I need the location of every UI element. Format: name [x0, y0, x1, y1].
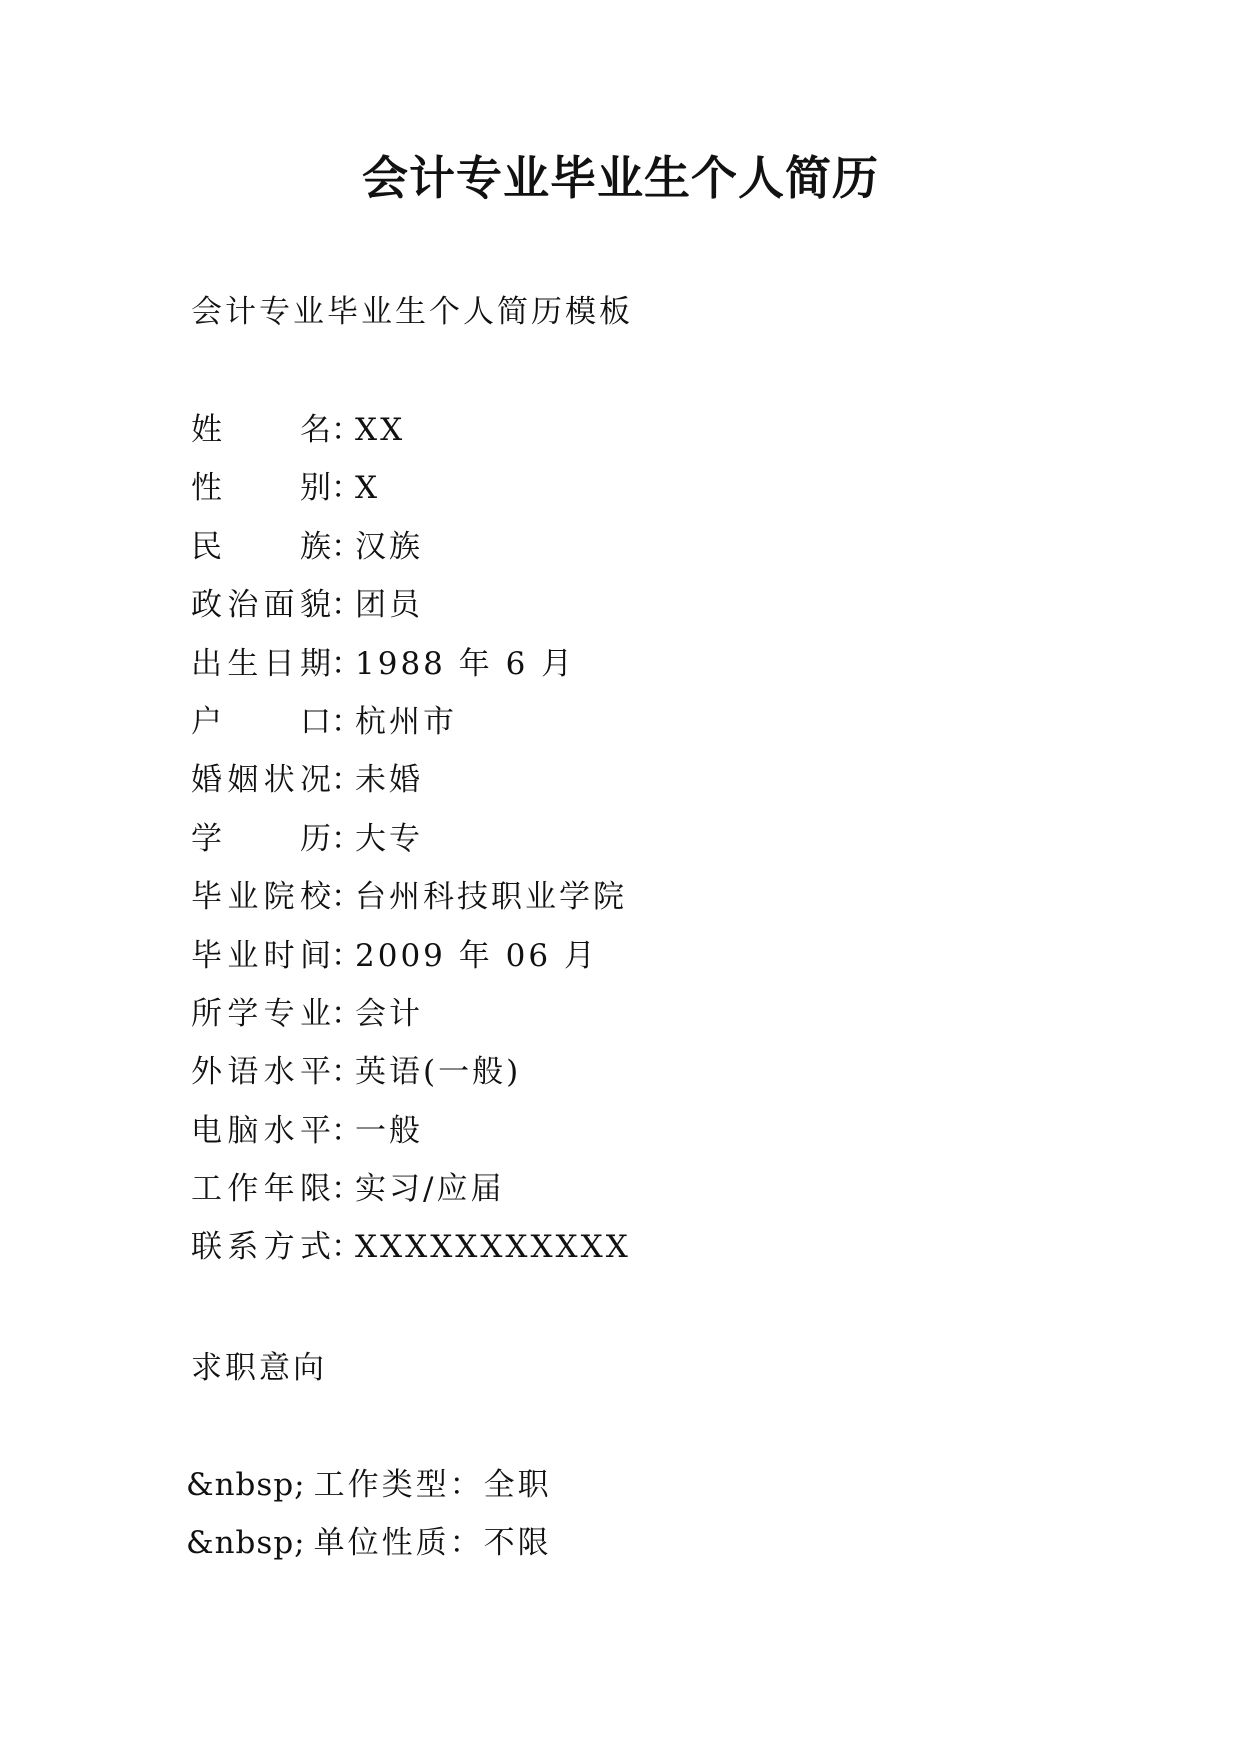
info-row-graduation-date — [191, 936, 631, 994]
info-row-major — [191, 994, 631, 1052]
personal-info-list — [191, 410, 631, 1286]
info-label: 所学专业 — [191, 995, 331, 1032]
info-colon: ： — [331, 1229, 362, 1266]
info-row-gender — [191, 468, 631, 526]
info-label: 联系方式 — [191, 1229, 331, 1266]
info-label: 民族 — [191, 528, 331, 565]
info-row-work-years — [191, 1169, 631, 1227]
info-colon: ： — [331, 1112, 362, 1149]
info-label: 政治面貌 — [191, 587, 331, 624]
job-intent-item — [186, 1523, 552, 1581]
info-label: 姓名 — [191, 412, 331, 448]
info-colon: ： — [331, 528, 362, 565]
info-label: 学历 — [191, 820, 331, 857]
info-row-language-level — [191, 1052, 631, 1110]
info-row-birth-date — [191, 644, 631, 702]
info-value: XX — [355, 412, 406, 448]
info-value: 2009 年 06 月 — [355, 937, 598, 974]
info-value: 台州科技职业学院 — [355, 879, 627, 916]
info-value: 大专 — [355, 820, 423, 857]
info-row-education — [191, 819, 631, 877]
info-colon: ： — [331, 645, 362, 682]
info-value: 未婚 — [355, 762, 423, 799]
info-row-ethnicity — [191, 527, 631, 585]
info-label: 电脑水平 — [191, 1112, 331, 1149]
info-value: X — [355, 470, 381, 507]
info-colon: ： — [331, 820, 362, 857]
info-row-contact — [191, 1227, 631, 1285]
job-intent-heading: 求职意向 — [191, 1350, 327, 1386]
info-value: XXXXXXXXXXX — [355, 1229, 631, 1266]
info-row-political-status — [191, 585, 631, 643]
job-intent-list — [186, 1465, 552, 1582]
info-colon: ： — [331, 703, 362, 740]
info-value: 英语(一般) — [355, 1054, 522, 1091]
info-label: 毕业时间 — [191, 937, 331, 974]
info-label: 工作年限 — [191, 1171, 331, 1208]
info-colon: ： — [331, 1054, 362, 1091]
info-row-hukou — [191, 702, 631, 760]
info-value: 汉族 — [355, 528, 423, 565]
info-colon: ： — [331, 879, 362, 916]
nbsp-literal: &nbsp; — [186, 1467, 306, 1503]
info-label: 外语水平 — [191, 1054, 331, 1091]
template-subtitle: 会计专业毕业生个人简历模板 — [191, 294, 633, 330]
info-colon: ： — [331, 412, 362, 448]
info-colon: ： — [331, 762, 362, 799]
info-label: 户口 — [191, 703, 331, 740]
info-label: 婚姻状况 — [191, 762, 331, 799]
info-value: 1988 年 6 月 — [355, 645, 576, 682]
info-colon: ： — [331, 937, 362, 974]
info-colon: ： — [331, 995, 362, 1032]
info-colon: ： — [331, 587, 362, 624]
info-colon: ： — [331, 1171, 362, 1208]
job-intent-item — [186, 1465, 552, 1523]
info-label: 毕业院校 — [191, 879, 331, 916]
info-row-school — [191, 877, 631, 935]
info-value: 会计 — [355, 995, 423, 1032]
info-row-marital-status — [191, 760, 631, 818]
page-title: 会计专业毕业生个人简历 — [362, 151, 879, 205]
job-intent-text: 单位性质：不限 — [313, 1525, 552, 1562]
info-value: 杭州市 — [355, 703, 457, 740]
job-intent-text: 工作类型：全职 — [313, 1467, 552, 1503]
info-value: 实习/应届 — [355, 1171, 505, 1208]
info-value: 团员 — [355, 587, 423, 624]
info-colon: ： — [331, 470, 362, 507]
info-value: 一般 — [355, 1112, 423, 1149]
info-row-name — [191, 410, 631, 468]
nbsp-literal: &nbsp; — [186, 1525, 306, 1562]
info-label: 出生日期 — [191, 645, 331, 682]
info-label: 性别 — [191, 470, 331, 507]
info-row-computer-level — [191, 1111, 631, 1169]
